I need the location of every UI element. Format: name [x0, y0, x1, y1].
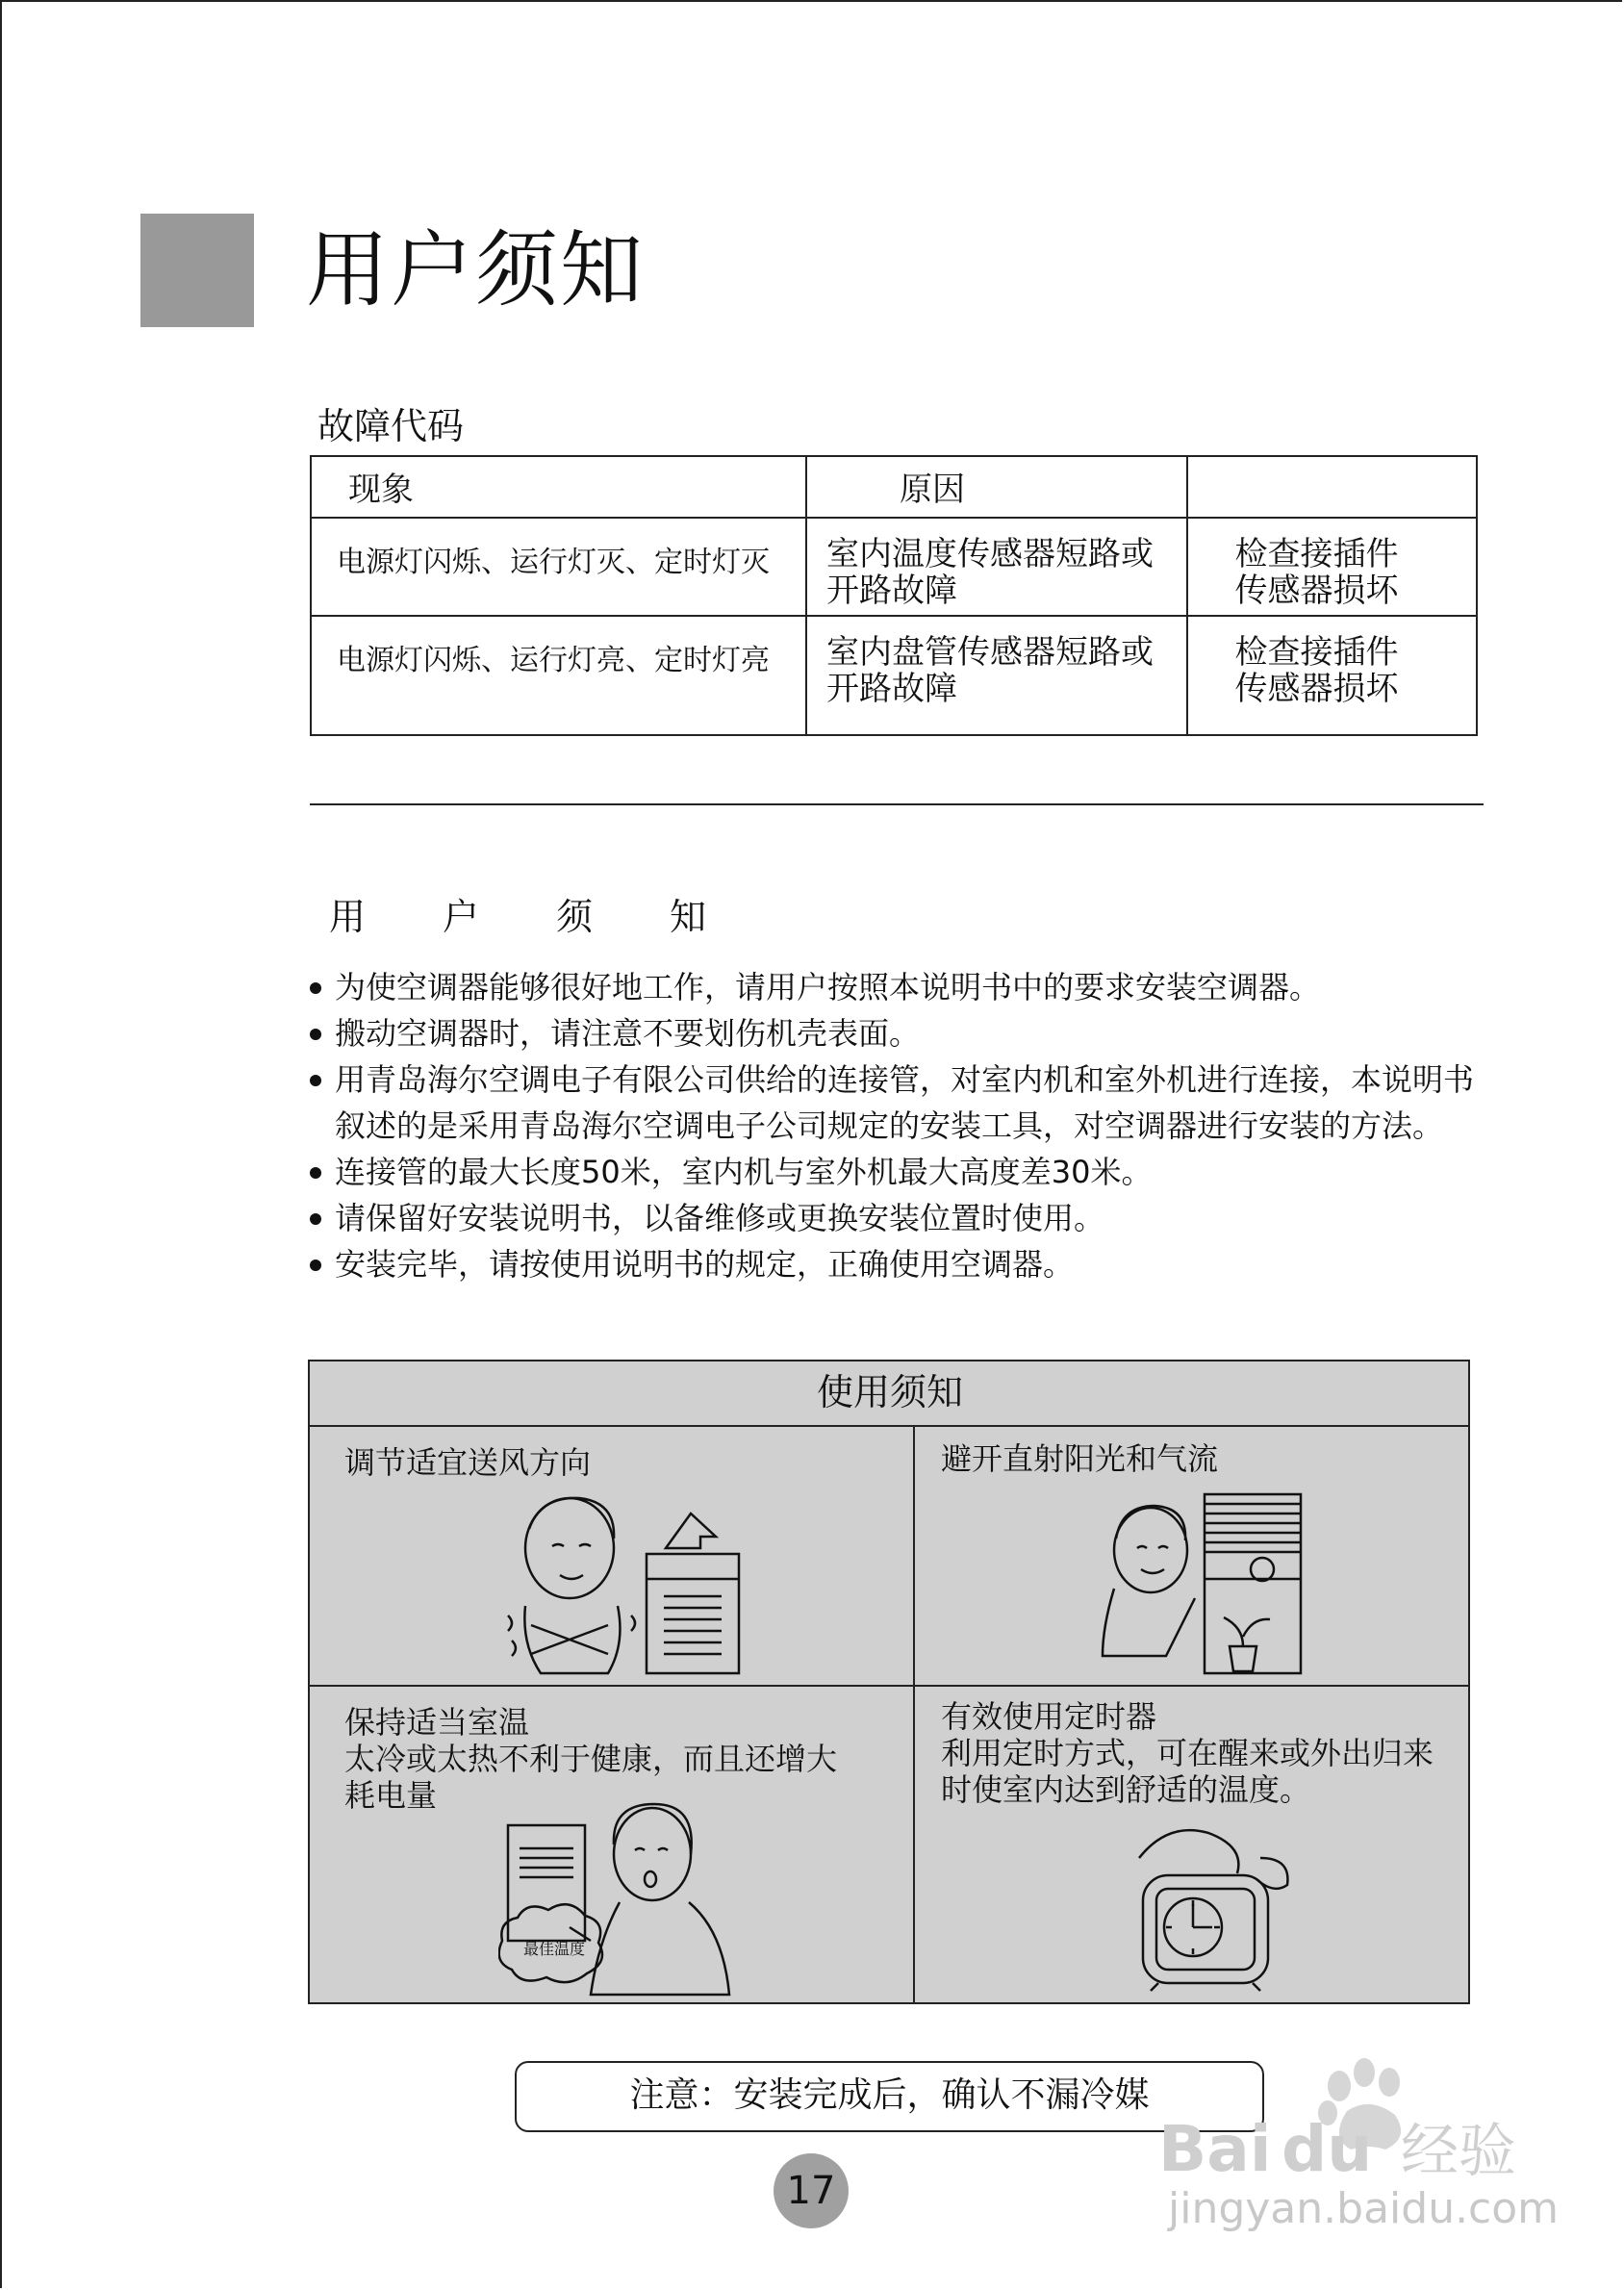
tip-line: 太冷或太热不利于健康，而且还增大	[344, 1741, 838, 1777]
cause-cell	[807, 519, 1186, 609]
divider	[310, 803, 1484, 805]
footer-note: 注意：安装完成后，确认不漏冷媒	[515, 2061, 1264, 2132]
usage-tips-title: 使用须知	[310, 1361, 1470, 1427]
tip-line: 保持适当室温	[344, 1704, 530, 1741]
cause-line: 开路故障	[826, 572, 958, 610]
column-header: 现象	[348, 471, 414, 509]
grid-divider	[310, 1685, 1470, 1687]
cloud-label: 最佳温度	[523, 1940, 586, 1958]
alarm-clock-illustration	[1129, 1819, 1295, 1993]
list-item: 请保留好安装说明书，以备维修或更换安装位置时使用。	[306, 1195, 1489, 1241]
list-item: 搬动空调器时，请注意不要划伤机壳表面。	[306, 1010, 1489, 1056]
tip-line: 耗电量	[344, 1777, 438, 1814]
list-item: 为使空调器能够很好地工作，请用户按照本说明书中的要求安装空调器。	[306, 964, 1489, 1010]
action-cell	[1188, 519, 1476, 609]
section-marker	[140, 214, 254, 327]
heading-char: 知	[670, 896, 707, 938]
fault-code-heading: 故障代码	[317, 405, 465, 447]
action-line: 传感器损坏	[1234, 670, 1399, 708]
symptom-cell: 电源灯闪烁、运行灯灭、定时灯灭	[337, 546, 770, 579]
grid-divider	[913, 1425, 915, 2002]
person-window-illustration	[1099, 1492, 1310, 1675]
watermark-url: jingyan.baidu.com	[1168, 2184, 1560, 2233]
action-line: 检查接插件	[1234, 633, 1399, 672]
column-header	[1188, 457, 1476, 463]
list-item: 用青岛海尔空调电子有限公司供给的连接管，对室内机和室外机进行连接，本说明书叙述的是采用青岛海尔空调电子公司规定的安装工具，对空调器进行安装的方法。	[306, 1056, 1489, 1149]
watermark-brand: du	[1281, 2112, 1373, 2182]
action-line: 检查接插件	[1234, 535, 1399, 573]
tip-text	[941, 1698, 1434, 1808]
user-notice-heading	[329, 887, 783, 940]
tip-line: 调节适宜送风方向	[344, 1444, 592, 1481]
page-title: 用户须知	[306, 222, 645, 318]
cause-line: 室内温度传感器短路或	[826, 535, 1155, 573]
column-header: 原因	[900, 471, 966, 509]
table-row	[311, 518, 1477, 616]
action-line: 传感器损坏	[1234, 572, 1399, 610]
notice-list	[306, 964, 1489, 1287]
symptom-cell: 电源灯闪烁、运行灯亮、定时灯亮	[337, 644, 770, 677]
list-item: 连接管的最大长度50米，室内机与室外机最大高度差30米。	[306, 1149, 1489, 1195]
page-number: 17	[774, 2153, 849, 2228]
person-thermostat-illustration	[498, 1796, 739, 1997]
fault-code-table	[310, 455, 1478, 736]
tip-line: 时使室内达到舒适的温度。	[941, 1771, 1311, 1808]
list-item: 安装完毕，请按使用说明书的规定，正确使用空调器。	[306, 1241, 1489, 1287]
table-header-row	[311, 456, 1477, 518]
tip-line: 有效使用定时器	[941, 1698, 1157, 1735]
table-row	[311, 616, 1477, 735]
tip-line: 利用定时方式，可在醒来或外出归来	[941, 1735, 1434, 1771]
heading-char: 须	[556, 896, 594, 938]
tip-text	[344, 1444, 591, 1481]
usage-tips-box	[308, 1360, 1470, 2004]
action-cell	[1188, 617, 1476, 707]
person-cold-illustration	[502, 1490, 752, 1679]
cause-cell	[807, 617, 1186, 707]
tip-text	[941, 1440, 1218, 1477]
watermark-brand-cn: 经验	[1401, 2118, 1516, 2182]
cause-line: 开路故障	[826, 670, 958, 708]
heading-char: 用	[329, 896, 367, 938]
tip-line: 避开直射阳光和气流	[941, 1440, 1219, 1477]
watermark-logo	[1158, 2057, 1534, 2182]
heading-char: 户	[443, 896, 480, 938]
cause-line: 室内盘管传感器短路或	[826, 633, 1155, 672]
watermark-brand: Bai	[1158, 2112, 1272, 2182]
